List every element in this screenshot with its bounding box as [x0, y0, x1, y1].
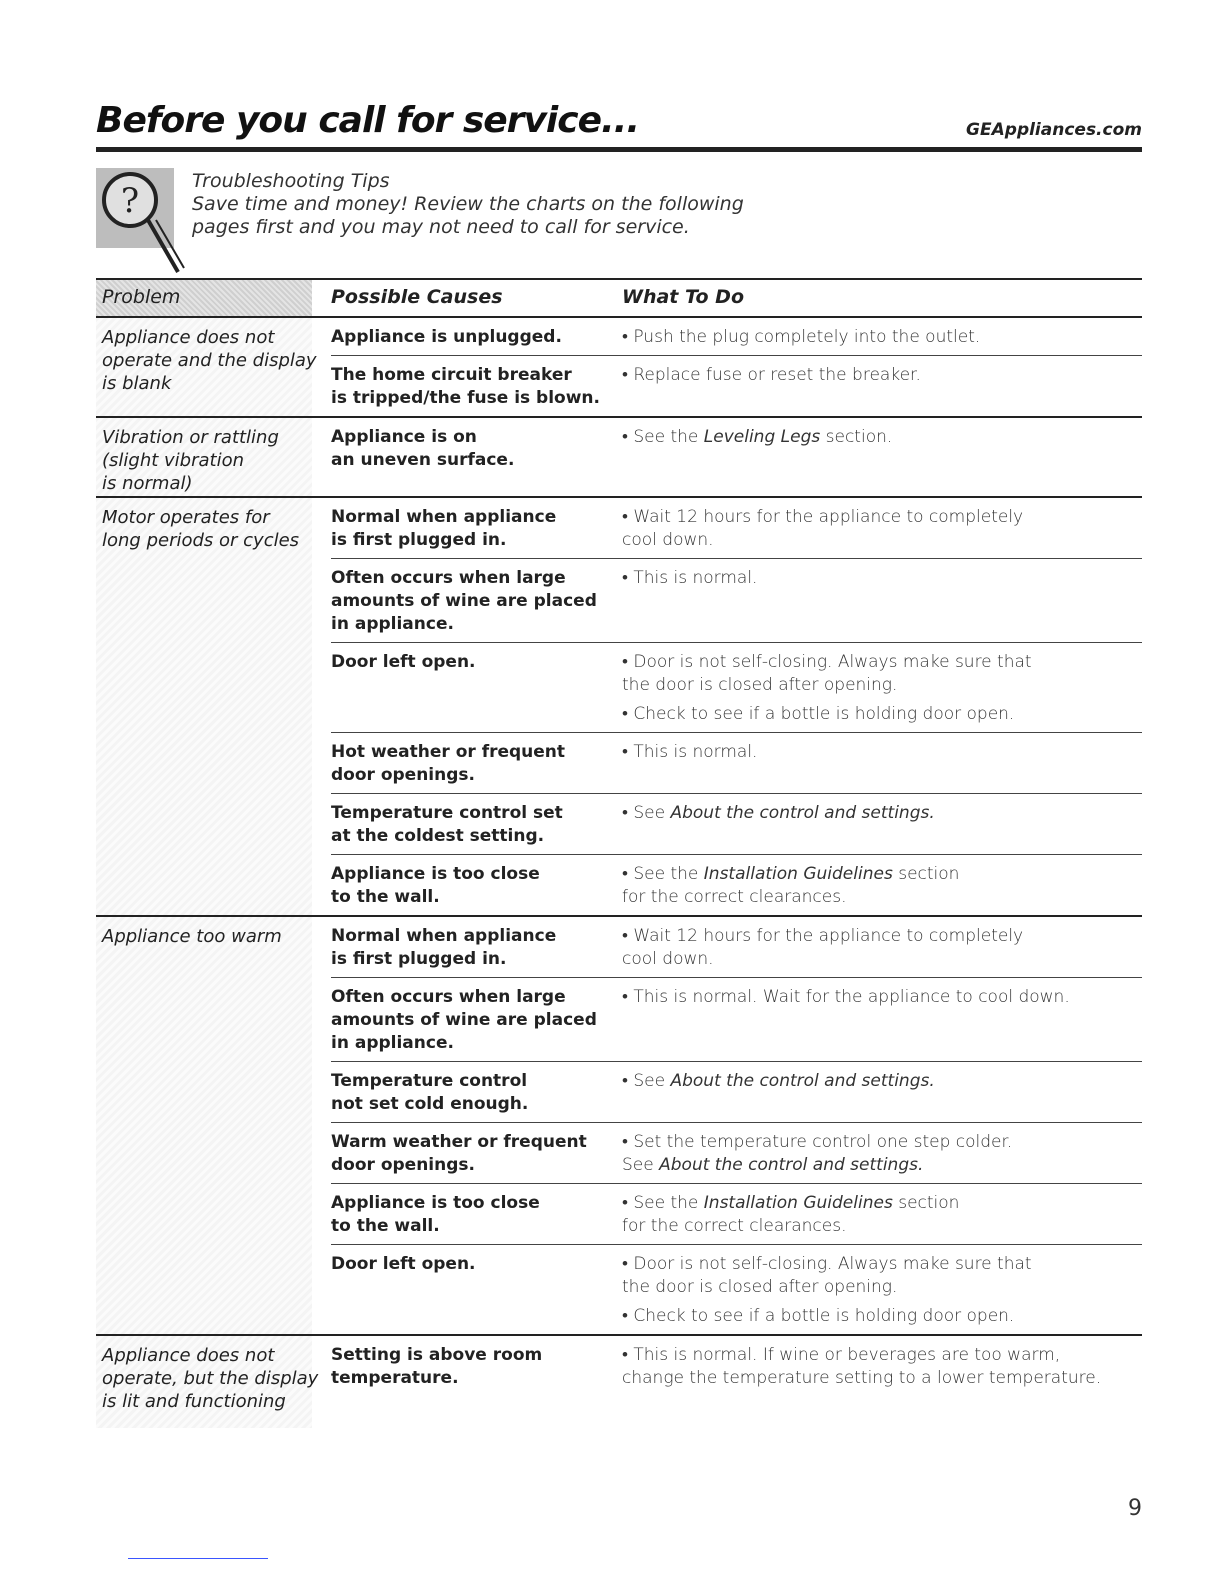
table-row: Appliance is too close to the wall. • See the Installation Guidelines section for the correct clearances. [331, 854, 1142, 915]
table-row: Setting is above room temperature. • This is normal. If wine or beverages are too warm, change the temperature setting to a lower temperature. [331, 1345, 1102, 1388]
table-row: Hot weather or frequent door openings. • This is normal. [331, 732, 1142, 793]
table-row: Door left open. • Door is not self-closing. Always make sure that the door is closed after opening. • Check to see if a bottle is holding door open. [331, 642, 1142, 732]
header-todo: What To Do [622, 286, 745, 308]
page-number: 9 [1128, 1496, 1142, 1521]
svg-text:?: ? [120, 181, 140, 221]
table-row: Often occurs when large amounts of wine are placed in appliance. • This is normal. Wait for the appliance to cool down. [331, 977, 1142, 1061]
problem-group [96, 1336, 1142, 1428]
problem-text: Appliance does not operate, but the display is lit and functioning [102, 1345, 319, 1412]
table-row: Appliance is too close to the wall. • See the Installation Guidelines section for the correct clearances. [331, 1183, 1142, 1244]
table-row: Door left open. • Door is not self-closing. Always make sure that the door is closed after opening. • Check to see if a bottle is holding door open. [331, 1244, 1142, 1334]
page-title: Before you call for service... [96, 100, 640, 141]
header-causes: Possible Causes [331, 286, 503, 308]
table-row: The home circuit breaker is tripped/the fuse is blown. • Replace fuse or reset the breaker. [331, 355, 1142, 416]
problem-text: Vibration or rattling (slight vibration is normal) [102, 427, 279, 494]
problem-group [96, 318, 1142, 418]
table-row: Warm weather or frequent door openings. • Set the temperature control one step colder. See About the control and settings. [331, 1122, 1142, 1183]
troubleshooting-table [96, 278, 1142, 1428]
problem-text: Appliance too warm [102, 926, 282, 947]
problem-group [96, 498, 1142, 917]
website-link: GEAppliances.com [966, 120, 1142, 140]
troubleshooting-tips: Troubleshooting Tips Save time and money! Review the charts on the following pages first and you may not need to call for service. [192, 170, 744, 238]
table-row: Temperature control set at the coldest setting. • See About the control and settings. [331, 793, 1142, 854]
table-header [96, 278, 1142, 318]
table-row: Appliance is on an uneven surface. • See the Leveling Legs section. [331, 427, 893, 470]
question-tip-icon [96, 168, 186, 276]
problem-text: Motor operates for long periods or cycles [102, 507, 300, 551]
problem-text: Appliance does not operate and the display is blank [102, 327, 317, 394]
problem-group [96, 418, 1142, 498]
table-row: Appliance is unplugged. • Push the plug completely into the outlet. [331, 327, 981, 347]
title-divider [96, 147, 1142, 152]
table-row: Normal when appliance is first plugged in. • Wait 12 hours for the appliance to completely cool down. [331, 926, 1024, 969]
table-row: Often occurs when large amounts of wine are placed in appliance. • This is normal. [331, 558, 1142, 642]
table-row: Normal when appliance is first plugged in. • Wait 12 hours for the appliance to completely cool down. [331, 507, 1024, 550]
problem-group [96, 917, 1142, 1336]
table-row: Temperature control not set cold enough. • See About the control and settings. [331, 1061, 1142, 1122]
footer-line [128, 1558, 268, 1559]
header-problem: Problem [102, 286, 181, 308]
